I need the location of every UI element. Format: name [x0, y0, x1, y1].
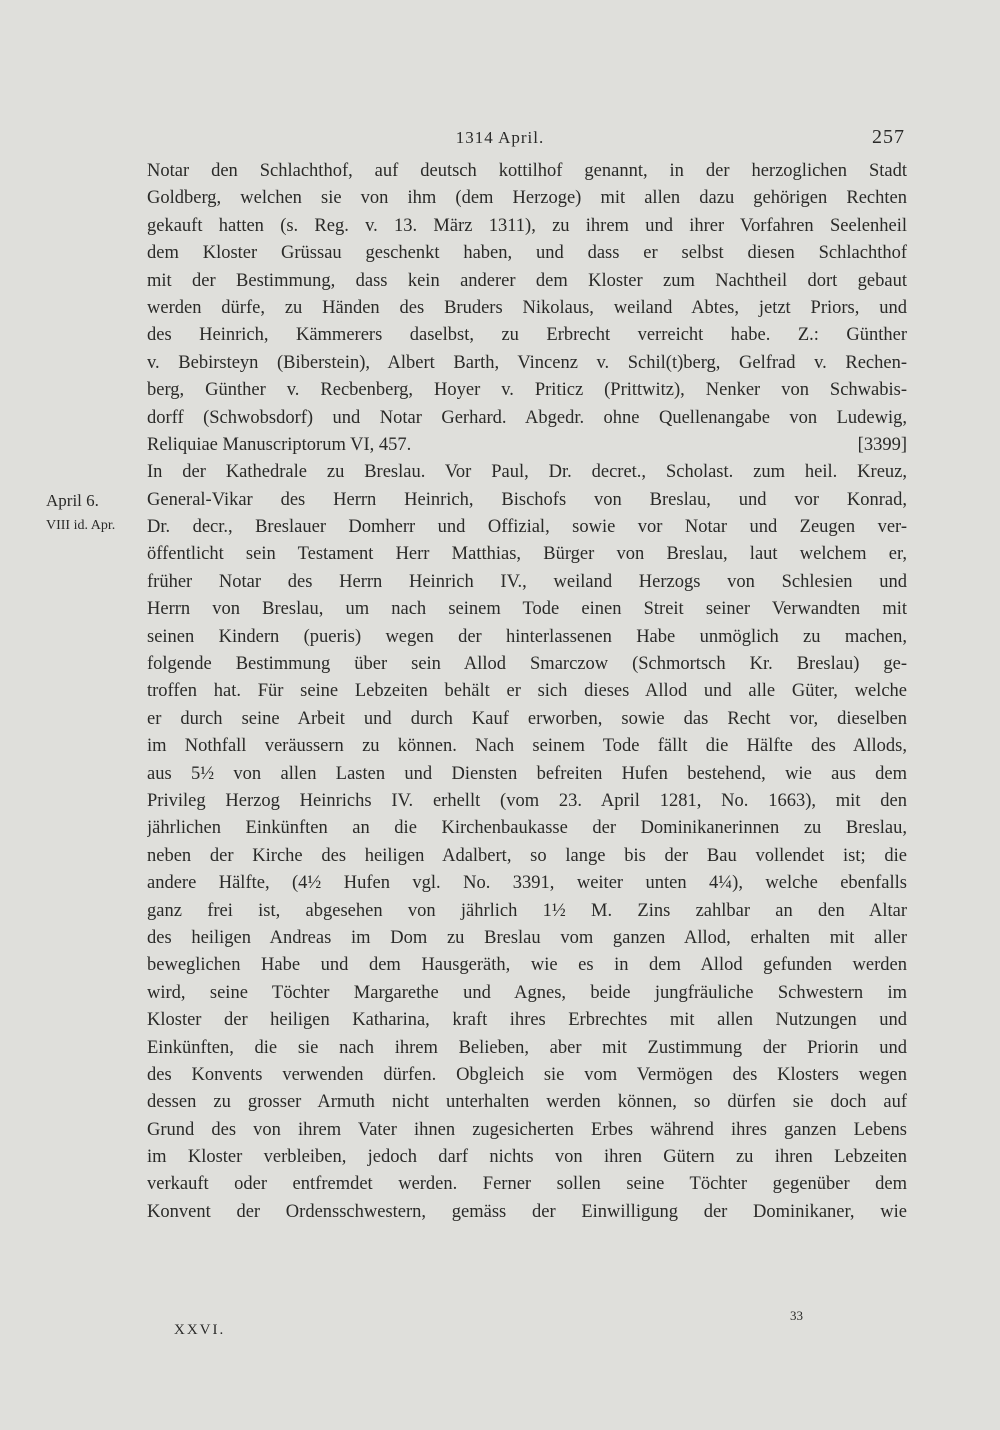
text-line: Dr. decr., Breslauer Domherr und Offizial, sowie vor Notar und Zeugen ver-: [147, 517, 907, 538]
volume-mark: XXVI.: [174, 1322, 226, 1338]
text-line: Einkünften, die sie nach ihrem Belieben, aber mit Zustimmung der Priorin und: [147, 1037, 907, 1058]
text-line: andere Hälfte, (4½ Hufen vgl. No. 3391, weiter unten 4¼), welche ebenfalls: [147, 873, 907, 894]
text-line: dorff (Schwobsdorf) und Notar Gerhard. Abgedr. ohne Quellenangabe von Ludewig,: [147, 407, 907, 428]
text-line: In der Kathedrale zu Breslau. Vor Paul, Dr. decret., Scholast. zum heil. Kreuz,: [147, 462, 907, 483]
text-line: öffentlicht sein Testament Herr Matthias, Bürger von Breslau, laut welchem er,: [147, 544, 907, 565]
text-line: troffen hat. Für seine Lebzeiten behält er sich dieses Allod und alle Güter, welche: [147, 681, 907, 702]
text-line: er durch seine Arbeit und durch Kauf erworben, sowie das Recht vor, dieselben: [147, 708, 907, 729]
text-line: Privileg Herzog Heinrichs IV. erhellt (vom 23. April 1281, No. 1663), mit den: [147, 790, 907, 811]
text-line: Herrn von Breslau, um nach seinem Tode einen Streit seiner Verwandten mit: [147, 599, 907, 620]
text-line: jährlichen Einkünften an die Kirchenbaukasse der Dominikanerinnen zu Breslau,: [147, 818, 907, 839]
text-line: des heiligen Andreas im Dom zu Breslau vom ganzen Allod, erhalten mit aller: [147, 927, 907, 948]
text-line: neben der Kirche des heiligen Adalbert, so lange bis der Bau vollendet ist; die: [147, 845, 907, 866]
running-title: 1314 April.: [455, 128, 545, 147]
text-line: früher Notar des Herrn Heinrich IV., weiland Herzogs von Schlesien und: [147, 571, 907, 592]
text-line: dessen zu grosser Armuth nicht unterhalten werden können, so dürfen sie doch auf: [147, 1092, 907, 1113]
text-line: gekauft hatten (s. Reg. v. 13. März 1311), zu ihrem und ihrer Vorfahren Seelenheil: [147, 215, 907, 236]
signature-mark: 33: [790, 1308, 803, 1323]
text-line: im Kloster verbleiben, jedoch darf nichts von ihren Gütern zu ihren Lebzeiten: [147, 1147, 907, 1168]
text-line: v. Bebirsteyn (Biberstein), Albert Barth, Vincenz v. Schil(t)berg, Gelfrad v. Rechen-: [147, 352, 907, 373]
text-line: des Heinrich, Kämmerers daselbst, zu Erbrecht verreicht habe. Z.: Günther: [147, 325, 907, 346]
text-line: Notar den Schlachthof, auf deutsch kottilhof genannt, in der herzoglichen Stadt: [147, 161, 907, 181]
text-line: wird, seine Töchter Margarethe und Agnes, beide jungfräuliche Schwestern im: [147, 982, 907, 1003]
text-line: aus 5½ von allen Lasten und Diensten befreiten Hufen bestehend, wie aus dem: [147, 763, 907, 784]
text-line: des Konvents verwenden dürfen. Obgleich sie vom Vermögen des Klosters wegen: [147, 1064, 907, 1085]
text-line: im Nothfall veräussern zu können. Nach seinem Tode fällt die Hälfte des Allods,: [147, 736, 907, 757]
text-line: beweglichen Habe und dem Hausgeräth, wie es in dem Allod gefunden werden: [147, 955, 907, 976]
text-line: ganz frei ist, abgesehen von jährlich 1½ M. Zins zahlbar an den Altar: [147, 900, 907, 921]
page-number: 257: [872, 126, 905, 148]
text-line: General-Vikar des Herrn Heinrich, Bischofs von Breslau, und vor Konrad,: [147, 489, 907, 510]
margin-date-roman: VIII id. Apr.: [46, 518, 116, 533]
text-line: Grund des von ihrem Vater ihnen zugesicherten Erbes während ihres ganzen Lebens: [147, 1119, 907, 1140]
text-line: Konvent der Ordensschwestern, gemäss der Einwilligung der Dominikaner, wie: [147, 1201, 907, 1222]
text-line: Reliquiae Manuscriptorum VI, 457.: [147, 434, 412, 455]
text-line: Kloster der heiligen Katharina, kraft ihres Erbrechtes mit allen Nutzungen und: [147, 1010, 907, 1031]
regest-number: [3399]: [857, 434, 907, 455]
body-text: [147, 158, 907, 1226]
text-line: seinen Kindern (pueris) wegen der hinterlassenen Habe unmöglich zu machen,: [147, 626, 907, 647]
text-line: Goldberg, welchen sie von ihm (dem Herzoge) mit allen dazu gehörigen Rechten: [147, 188, 907, 209]
text-line: werden dürfe, zu Händen des Bruders Nikolaus, weiland Abtes, jetzt Priors, und: [147, 297, 907, 318]
text-line: dem Kloster Grüssau geschenkt haben, und dass er selbst diesen Schlachthof: [147, 243, 907, 264]
margin-date: April 6.: [46, 491, 99, 510]
text-line: folgende Bestimmung über sein Allod Smarczow (Schmortsch Kr. Breslau) ge-: [147, 654, 907, 675]
text-line: verkauft oder entfremdet werden. Ferner sollen seine Töchter gegenüber dem: [147, 1174, 907, 1195]
text-line-with-regnum: [147, 432, 907, 459]
text-line: mit der Bestimmung, dass kein anderer dem Kloster zum Nachtheil dort gebaut: [147, 270, 907, 291]
text-line: berg, Günther v. Recbenberg, Hoyer v. Priticz (Prittwitz), Nenker von Schwabis-: [147, 380, 907, 401]
